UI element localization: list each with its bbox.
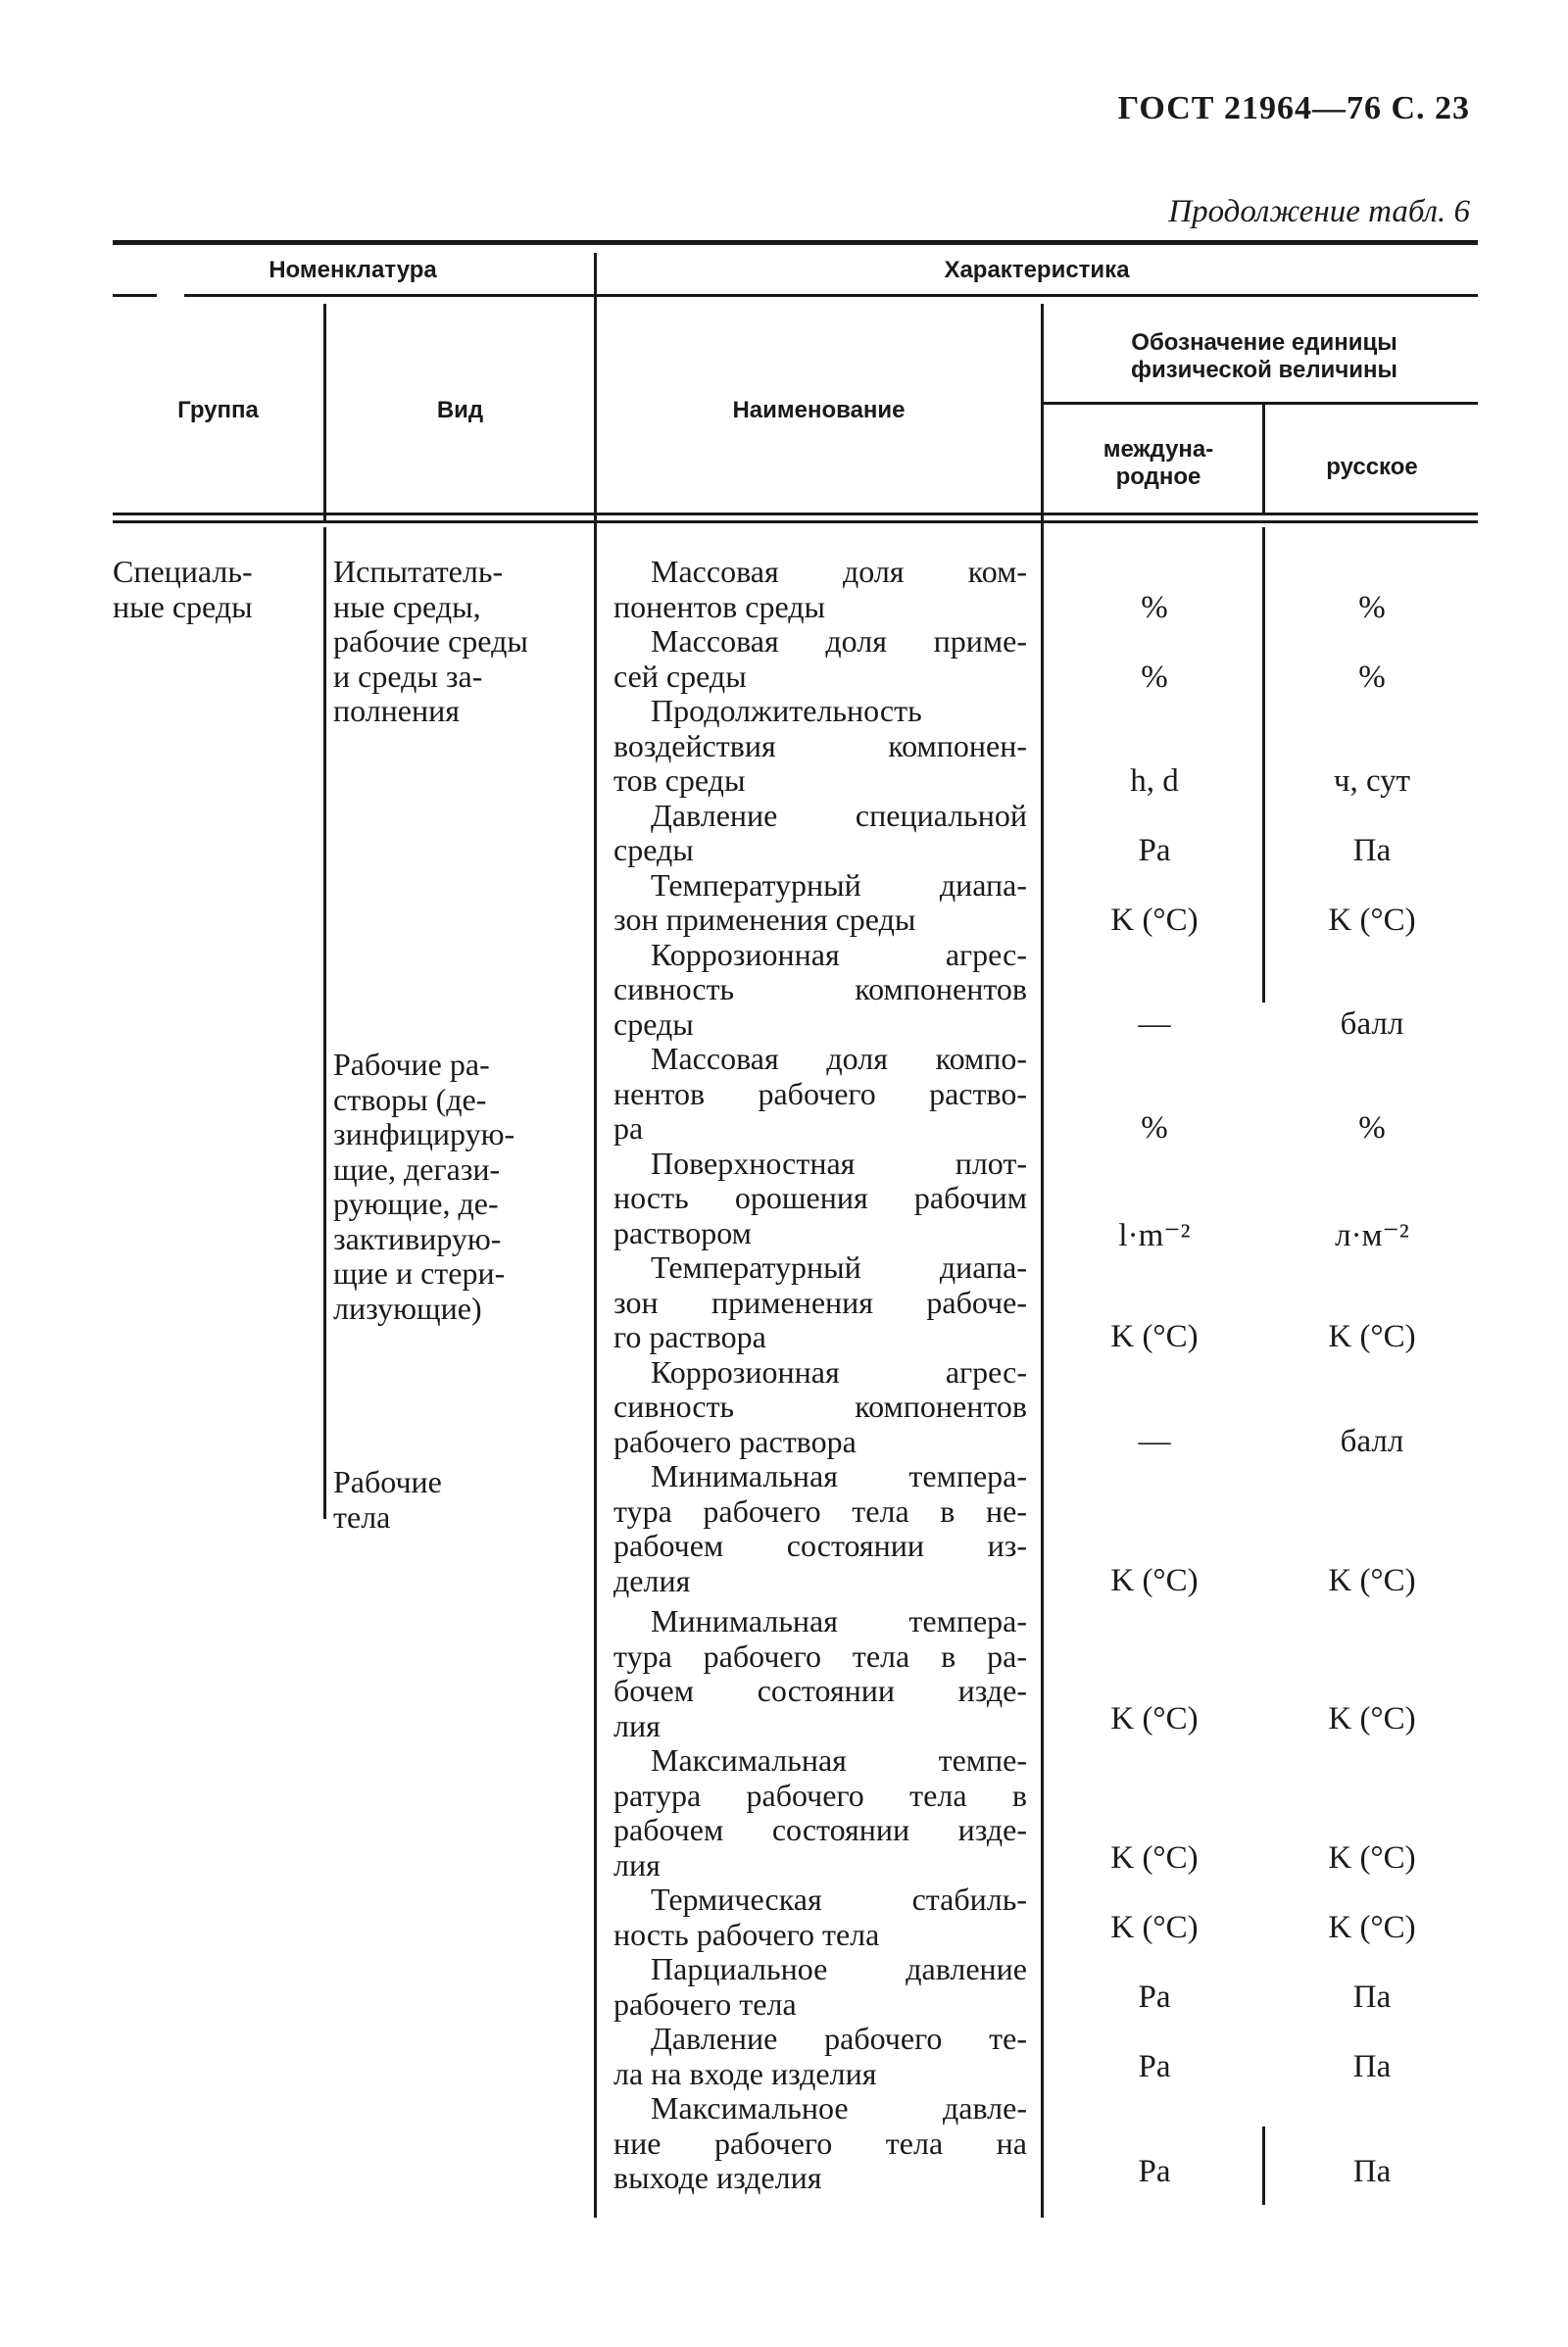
- characteristic-rule: [596, 294, 1478, 297]
- name-line: тура рабочего тела в ра-: [613, 1638, 1027, 1674]
- name-line: ность рабочего тела: [613, 1916, 880, 1952]
- name-line: Минимальная темпера-: [651, 1458, 1027, 1493]
- name-line: Поверхностная плот-: [651, 1145, 1027, 1181]
- table-continuation-label: Продолжение табл. 6: [1168, 194, 1470, 229]
- name-line: сей среды: [613, 658, 747, 694]
- name-line: Максимальная темпе-: [651, 1742, 1027, 1778]
- unit-rus: K (°C): [1328, 1563, 1416, 1598]
- name-line: зон применения среды: [613, 902, 916, 937]
- unit-rus: Па: [1352, 2154, 1392, 2189]
- kind-line: полнения: [333, 693, 460, 728]
- name-line: лия: [613, 1707, 661, 1743]
- column-divider-group-kind-body: [323, 527, 326, 1519]
- name-line: Термическая стабиль-: [651, 1882, 1027, 1917]
- unit-intl: K (°C): [1110, 1840, 1199, 1876]
- name-line: раствором: [613, 1214, 752, 1250]
- name-line: Массовая доля приме-: [651, 623, 1027, 659]
- unit-rus: %: [1358, 660, 1386, 695]
- kind-line: щие и стери-: [333, 1255, 506, 1291]
- unit-rus: %: [1358, 1110, 1386, 1146]
- name-line: бочем состоянии изде-: [613, 1673, 1027, 1708]
- header-bottom-rule-1: [113, 513, 1478, 515]
- unit-rus: балл: [1340, 1424, 1404, 1459]
- name-line: Максимальное давле-: [651, 2090, 1027, 2126]
- unit-intl: Pa: [1138, 2049, 1171, 2084]
- kind-line: ные среды,: [333, 588, 481, 624]
- unit-rus: K (°C): [1328, 1319, 1416, 1354]
- unit-intl: K (°C): [1110, 903, 1199, 938]
- column-divider-name-units: [1041, 304, 1044, 2218]
- nomenclature-rule-right: [184, 294, 594, 297]
- kind-line: тела: [333, 1498, 391, 1535]
- unit-intl: Pa: [1138, 1980, 1171, 2015]
- unit-rus: Па: [1352, 833, 1392, 868]
- page-reference: ГОСТ 21964—76 С. 23: [1117, 90, 1470, 126]
- name-line: Продолжительность: [651, 693, 922, 728]
- name-line: выходе изделия: [613, 2160, 822, 2195]
- unit-intl: —: [1138, 1424, 1171, 1459]
- unit-rus: балл: [1340, 1006, 1404, 1042]
- unit-rus: ч, сут: [1333, 763, 1411, 799]
- header-kind: Вид: [436, 397, 484, 423]
- kind-line: створы (де-: [333, 1081, 487, 1117]
- kind-line: щие, дегази-: [333, 1150, 501, 1187]
- unit-intl: %: [1141, 660, 1168, 695]
- unit-rus: K (°C): [1328, 903, 1416, 938]
- name-line: нентов рабочего раство-: [613, 1075, 1027, 1111]
- unit-intl: Pa: [1138, 2154, 1171, 2189]
- unit-intl: Pa: [1138, 833, 1171, 868]
- name-line: Температурный диапа-: [651, 866, 1027, 903]
- name-line: Давление рабочего те-: [651, 2021, 1027, 2056]
- name-line: рабочем состоянии изде-: [613, 1812, 1027, 1847]
- kind-cell-working-solutions: [333, 1048, 590, 1326]
- unit-designation-rule: [1044, 402, 1478, 405]
- name-line: Коррозионная агрес-: [651, 1353, 1027, 1390]
- header-international: междуна-родное: [1102, 436, 1214, 490]
- name-line: Минимальная темпера-: [651, 1603, 1027, 1638]
- name-column: [613, 555, 1027, 2196]
- column-divider-kind-name: [594, 253, 597, 2218]
- unit-intl: l·m⁻²: [1118, 1218, 1191, 1253]
- group-cell: [113, 555, 318, 624]
- unit-rus: %: [1358, 590, 1386, 625]
- kind-line: Рабочие: [333, 1464, 442, 1499]
- header-russian: русское: [1326, 454, 1418, 480]
- nomenclature-rule-left: [113, 294, 157, 297]
- name-line: среды: [613, 832, 694, 867]
- unit-intl: K (°C): [1110, 1563, 1199, 1598]
- unit-rus: Па: [1352, 2049, 1392, 2084]
- header-group: Группа: [177, 397, 259, 423]
- header-characteristic: Характеристика: [944, 257, 1130, 283]
- unit-rus: Па: [1352, 1980, 1392, 2015]
- unit-intl: h, d: [1130, 763, 1179, 799]
- name-line: ратура рабочего тела в: [613, 1777, 1027, 1813]
- name-line: воздействия компонен-: [613, 727, 1027, 763]
- name-line: Коррозионная агрес-: [651, 936, 1027, 972]
- header-nomenclature: Номенклатура: [269, 257, 437, 283]
- unit-rus: K (°C): [1328, 1910, 1416, 1945]
- name-line: сивность компонентов: [613, 971, 1027, 1006]
- unit-intl: K (°C): [1110, 1319, 1199, 1354]
- name-line: Парциальное давление: [651, 1951, 1027, 1986]
- name-line: ра: [613, 1110, 644, 1146]
- name-line: тов среды: [613, 762, 746, 798]
- name-line: Массовая доля ком-: [651, 554, 1027, 589]
- name-line: ность орошения рабочим: [613, 1180, 1027, 1215]
- kind-line: Испытатель-: [333, 554, 504, 589]
- name-line: зон применения рабоче-: [613, 1284, 1027, 1320]
- name-line: лия: [613, 1846, 661, 1882]
- kind-line: рующие, де-: [333, 1186, 499, 1221]
- unit-intl: %: [1141, 590, 1168, 625]
- unit-rus: K (°C): [1328, 1701, 1416, 1736]
- name-line: го раствора: [613, 1319, 766, 1354]
- name-line: рабочем состоянии из-: [613, 1528, 1027, 1563]
- kind-cell-test-media: [333, 555, 590, 729]
- kind-cell-working-bodies: [333, 1465, 590, 1535]
- name-line: рабочего тела: [613, 1985, 797, 2022]
- unit-intl: K (°C): [1110, 1910, 1199, 1945]
- header-name: Наименование: [732, 397, 906, 423]
- header-unit-designation: Обозначение единицы физической величины: [1131, 329, 1397, 383]
- kind-line: лизующие): [333, 1290, 482, 1326]
- table-top-rule: [113, 240, 1478, 245]
- name-line: ла на входе изделия: [613, 2055, 877, 2091]
- unit-intl: —: [1138, 1006, 1171, 1042]
- name-line: тура рабочего тела в не-: [613, 1492, 1027, 1529]
- column-divider-intl-rus: [1262, 405, 1265, 514]
- kind-line: Рабочие ра-: [333, 1047, 490, 1082]
- group-line: ные среды: [113, 588, 253, 624]
- name-line: ние рабочего тела на: [613, 2125, 1027, 2161]
- name-line: среды: [613, 1005, 694, 1042]
- unit-rus: K (°C): [1328, 1840, 1416, 1876]
- name-line: Температурный диапа-: [651, 1249, 1027, 1285]
- kind-line: и среды за-: [333, 658, 483, 694]
- group-line: Специаль-: [113, 554, 253, 589]
- unit-intl: %: [1141, 1110, 1168, 1146]
- name-line: Давление специальной: [651, 797, 1027, 833]
- header-bottom-rule-2: [113, 520, 1478, 523]
- name-line: сивность компонентов: [613, 1389, 1027, 1424]
- kind-line: зактивирую-: [333, 1220, 502, 1256]
- name-line: делия: [613, 1562, 691, 1598]
- unit-intl: K (°C): [1110, 1701, 1199, 1736]
- unit-rus: л·м⁻²: [1335, 1218, 1409, 1253]
- name-line: Массовая доля компо-: [651, 1041, 1027, 1076]
- kind-line: рабочие среды: [333, 623, 528, 659]
- name-line: понентов среды: [613, 588, 826, 624]
- name-line: рабочего раствора: [613, 1423, 857, 1459]
- kind-line: зинфицирую-: [333, 1116, 515, 1151]
